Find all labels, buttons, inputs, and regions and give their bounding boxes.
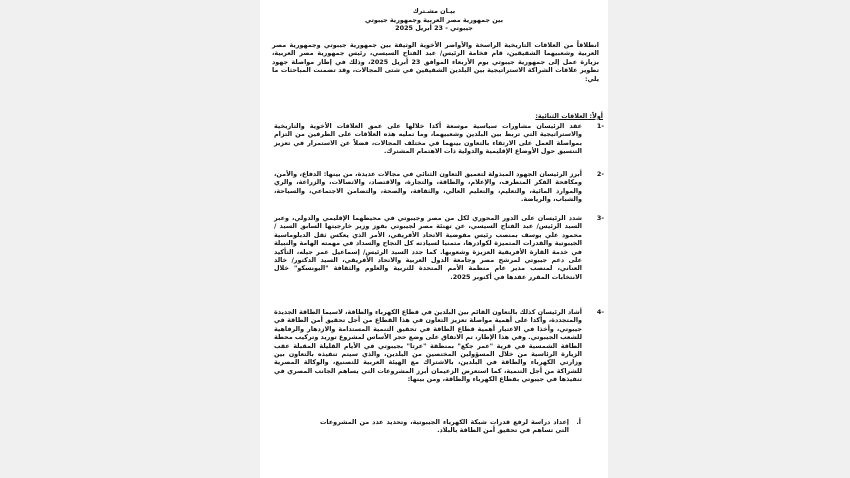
list-item: [274, 214, 604, 281]
sub-list-item-letter: أ.: [576, 418, 581, 426]
section-label: أولاً:: [589, 112, 603, 120]
statement-title: بيـان مشـترك: [412, 7, 456, 15]
list-item-text: أشاد الرئيسان كذلك بالتعاون القائم بين البلدين في قطاع الكهرباء والطاقة، لاسيما الطاقة الجديدة والمتجددة، وأكدا على أهمية مواصلة تعزيز التعاون في هذا القطاع من أجل تحقيق أمن الطاقة في جيبوتي، وأخذا في الاعتبار أهمية قطاع الطاقة في تحقيق التنمية المستدامة والازدهار والرفاهية للشعب الجيبوتي. وفي هذا الإطار، تم الاتفاق على وضع حجر الأساس لمشروع توريد وتركيب محطة الطاقة الشمسية في قرية "عمر جكع" بمنطقة "عرتا" بجيبوتي في الأيام القليلة المقبلة عقب الزيارة الرئاسية من خلال المسؤولين المختصين من البلدين، والذي سيتم تنفيذه بالتعاون بين وزارتي الكهرباء والطاقة في البلدين، بالاشتراك مع الهيئة العربية للتصنيع، والوكالة المصرية للشراكة من أجل التنمية، كما استعرض الزعيمان أبرز المشروعات التي يساهم الجانب المصري في تنفيذها في جيبوتي بقطاع الكهرباء والطاقة، ومن بينها:: [274, 308, 582, 384]
list-item: [274, 122, 604, 156]
list-item: [274, 170, 604, 204]
sub-list-item-text: إعداد دراسة لرفع قدرات شبكة الكهرباء الجيبوتية، وتحديد عدد من المشروعات التي تساهم في تحقيق أمن الطاقة بالبلاد.: [320, 418, 569, 435]
section-title-text: العلاقات الثنائية:: [535, 112, 588, 120]
list-item-number: -4: [596, 308, 604, 316]
statement-date: جيبوتي - 23 أبريل 2025: [395, 24, 473, 32]
sub-list-item: [320, 418, 581, 435]
statement-header: [260, 7, 608, 33]
section-heading: [535, 112, 603, 120]
intro-paragraph: انطلاقاً من العلاقات التاريخية الراسخة والأواصر الأخوية الوثيقة بين جمهورية جيبوتي وجمهورية مصر العربية وشعبيهما الشقيقين، قام فخامة الرئيس/ عبد الفتاح السيسي، رئيس جمهورية مصر العربية، بزيارة عمل إلى جمهورية جيبوتي يوم الأربعاء الموافق 23 أبريل 2025، وذلك في إطار مواصلة جهود تطوير علاقات الشراكة الاستراتيجية بين البلدين الشقيقين في شتى المجالات، وقد تضمنت المباحثات ما يلي:: [272, 41, 599, 83]
list-item-number: -1: [596, 122, 604, 130]
list-item-number: -3: [596, 214, 604, 222]
list-item-text: شدد الرئيسان على الدور المحوري لكل من مصر وجيبوتي في محيطهما الإقليمي والدولي، وعبر السيد الرئيس/ عبد الفتاح السيسي، عن تهنئة مصر لجيبوتي بفوز وزير خارجيتها السابق السيد / محمود علي يوسف بمنصب رئيس مفوضية الاتحاد الأفريقي، الأمر الذي يعكس ثقل الدبلوماسية الجيبوتية والقدرات المتميزة لكوادرها، متمنيا لسيادته كل النجاح والسداد في مهمته الهامة والنبيلة في خدمة القارة الأفريقية العزيزة وشعوبها. كما جدد السيد الرئيس/ إسماعيل عمر جيله، التأكيد على دعم جيبوتي لمرشح مصر وجامعة الدول العربية والاتحاد الأفريقي، السيد الدكتور/ خالد العناني، لمنصب مدير عام منظمة الأمم المتحدة للتربية والعلوم والثقافة "اليونسكو" خلال الانتخابات المقرر عقدها في أكتوبر 2025.: [274, 214, 582, 281]
list-item: [274, 308, 604, 384]
list-item-text: أبرز الرئيسان الجهود المبذولة لتعميق التعاون الثنائي في مجالات عديدة، من بينها: الدفاع، والأمن، ومكافحة الفكر المتطرف، والإعلام، والطاقة، والتجارة، والاقتصاد، والاتصالات، والزراعة، والري والموارد المائية، والتعليم، والتعليم العالي، والثقافة، والصحة، والتضامن الاجتماعي، والسياحة، والشباب، والرياضة.: [274, 170, 582, 204]
statement-parties: بين جمهورية مصر العربية وجمهورية جيبوتي: [365, 15, 503, 24]
list-item-number: -2: [596, 170, 604, 178]
list-item-text: عقد الرئيسان مشاورات سياسية موسعة أكدا خلالها على عمق العلاقات الأخوية والتاريخية والاستراتيجية التي تربط بين البلدين وشعبيهما، وما تمليه هذه العلاقات على الطرفين من التزام بمواصلة العمل على الارتقاء بالتعاون بينهما في مختلف المجالات، فضلاً عن الاستمرار في تعزيز التنسيق حول الأوضاع الإقليمية والدولية ذات الاهتمام المشترك.: [274, 122, 582, 156]
document-page: [260, 0, 608, 478]
